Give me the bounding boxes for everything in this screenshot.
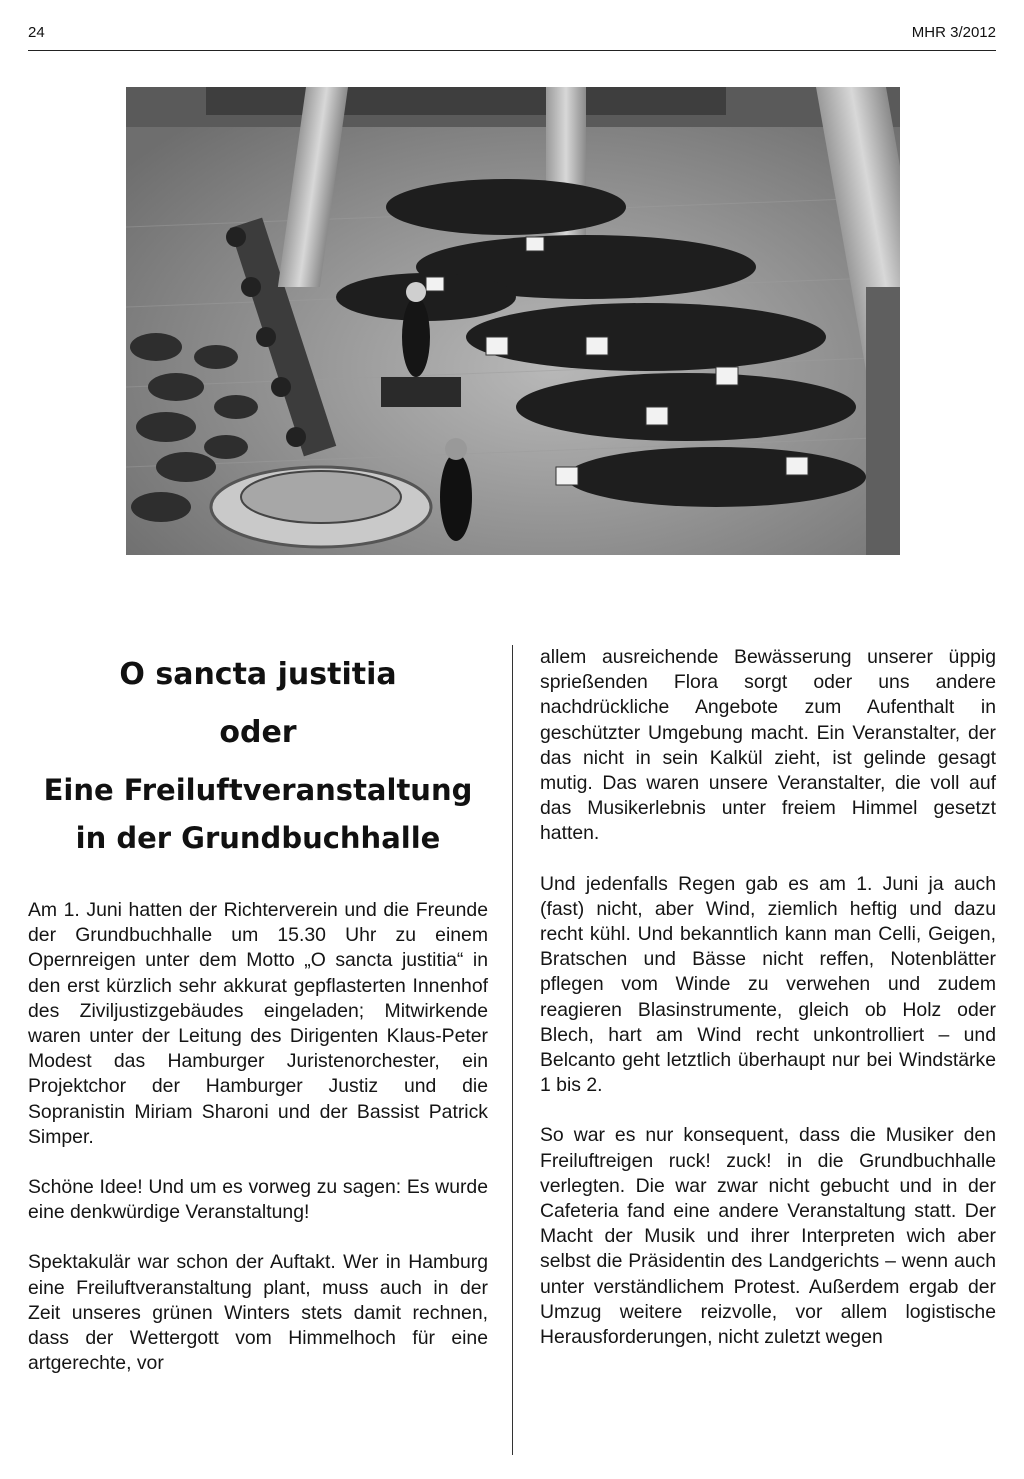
article-column-left xyxy=(28,898,488,1401)
column-divider xyxy=(512,645,513,1455)
article-column-right xyxy=(540,645,996,1375)
headline-connector: oder xyxy=(219,715,297,750)
headline-subtitle-1: Eine Freiluftveranstaltung xyxy=(43,773,473,807)
paragraph: Und jedenfalls Regen gab es am 1. Juni ja auch (fast) nicht, aber Wind, ziemlich heftig und dazu recht kühl. Und bekanntlich kann man Celli, Geigen, Bratschen und Bässe nicht reffen, Notenblätter pflegen vom Winde zu verwehen und zudem reagieren Blasinstrumente, gleich ob Holz oder Blech, hart am Wind recht unkontrolliert – und Belcanto geht letztlich überhaupt nur bei Windstärke 1 bis 2. xyxy=(540,872,996,1097)
orchestra-photo xyxy=(126,87,900,555)
page-header xyxy=(28,20,996,51)
issue-label: MHR 3/2012 xyxy=(911,24,996,41)
headline-title: O sancta justitia xyxy=(119,657,397,692)
article-headline xyxy=(28,657,488,864)
paragraph: Schöne Idee! Und um es vorweg zu sagen: Es wurde eine denkwürdige Veranstaltung! xyxy=(28,1176,488,1224)
paragraph: allem ausreichende Bewässerung unserer üppig sprießenden Flora sorgt oder uns andere nachdrückliche Angebote zum Aufenthalt in geschützter Umgebung macht. Ein Veranstalter, der das nicht in sein Kalkül zieht, ist gelinde gesagt mutig. Das waren unsere Veranstalter, die voll auf das Musikerlebnis unter freiem Himmel gesetzt hatten. xyxy=(540,646,996,845)
headline-subtitle-2: in der Grundbuchhalle xyxy=(75,821,441,855)
page-number: 24 xyxy=(28,24,45,41)
orchestra-photo-illustration xyxy=(126,87,900,555)
paragraph: Spektakulär war schon der Auftakt. Wer in Hamburg eine Freiluftveranstaltung plant, muss auch in der Zeit unseres grünen Winters stets damit rechnen, dass der Wettergott vom Himmelhoch für eine artgerechte, vor xyxy=(28,1251,488,1375)
paragraph: Am 1. Juni hatten der Richterverein und die Freunde der Grundbuchhalle um 15.30 Uhr zu einem Opernreigen unter dem Motto „O sancta justitia“ in den erst kürzlich sehr akkurat gepflasterten Innenhof des Ziviljustizgebäudes eingeladen; Mitwirkende waren unter der Leitung des Dirigenten Klaus-Peter Modest das Hamburger Juristenorchester, ein Projektchor der Hamburger Justiz und die Sopranistin Miriam Sharoni und der Bassist Patrick Simper. xyxy=(28,899,488,1148)
paragraph: So war es nur konsequent, dass die Musiker den Freiluftreigen ruck! zuck! in die Grundbuchhalle verlegten. Die war zwar nicht gebucht und in der Cafeteria fand eine andere Veranstaltung statt. Der Macht der Musik und ihrer Interpreten wich aber selbst die Präsidentin des Landgerichts – wenn auch unter verständlichem Protest. Außerdem ergab der Umzug weitere reizvolle, vor allem logistische Herausforderungen, nicht zuletzt wegen xyxy=(540,1124,996,1349)
